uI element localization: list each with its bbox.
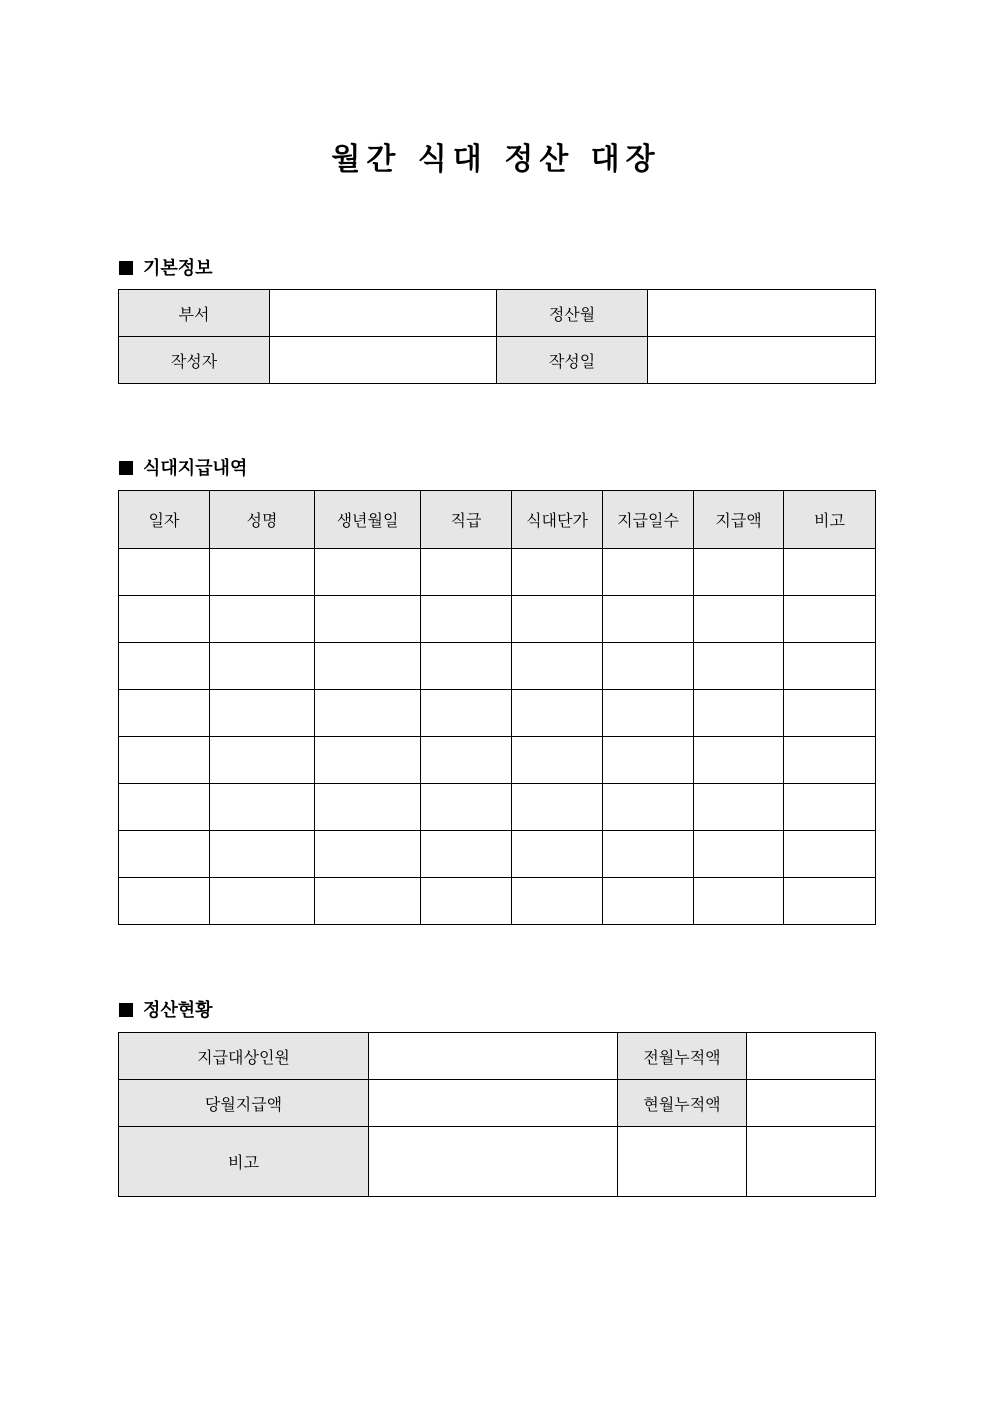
table-cell[interactable]: [784, 549, 876, 596]
column-header: 식대단가: [512, 491, 603, 549]
table-cell[interactable]: [603, 643, 694, 690]
table-cell[interactable]: [694, 831, 784, 878]
table-cell[interactable]: [315, 643, 421, 690]
table-cell[interactable]: [694, 878, 784, 925]
basic-info-table: [118, 289, 876, 384]
table-cell[interactable]: [512, 737, 603, 784]
table-row: [119, 831, 876, 878]
table-row: [119, 737, 876, 784]
table-cell[interactable]: [784, 596, 876, 643]
table-cell[interactable]: [784, 737, 876, 784]
meal-payments-heading-text: 식대지급내역: [143, 458, 248, 479]
curr-cumulative-label: 현월누적액: [618, 1080, 747, 1127]
table-cell[interactable]: [210, 596, 315, 643]
table-cell[interactable]: [694, 784, 784, 831]
table-cell[interactable]: [421, 878, 512, 925]
recipients-label: 지급대상인원: [119, 1033, 369, 1080]
prev-cumulative-field[interactable]: [747, 1033, 876, 1080]
column-header: 일자: [119, 491, 210, 549]
table-row: [119, 1033, 876, 1080]
table-cell[interactable]: [421, 737, 512, 784]
table-cell[interactable]: [210, 737, 315, 784]
table-cell[interactable]: [603, 549, 694, 596]
table-cell[interactable]: [119, 643, 210, 690]
table-row: [119, 549, 876, 596]
table-cell[interactable]: [421, 549, 512, 596]
table-cell[interactable]: [421, 596, 512, 643]
table-cell[interactable]: [315, 737, 421, 784]
table-cell[interactable]: [694, 596, 784, 643]
table-cell[interactable]: [315, 690, 421, 737]
table-cell[interactable]: [512, 643, 603, 690]
column-header: 직급: [421, 491, 512, 549]
square-bullet-icon: [119, 261, 133, 275]
table-cell[interactable]: [315, 549, 421, 596]
table-cell[interactable]: [603, 831, 694, 878]
table-cell[interactable]: [315, 831, 421, 878]
column-header: 지급액: [694, 491, 784, 549]
table-cell[interactable]: [315, 596, 421, 643]
table-cell[interactable]: [210, 878, 315, 925]
table-cell[interactable]: [603, 784, 694, 831]
table-cell[interactable]: [119, 784, 210, 831]
recipients-field[interactable]: [369, 1033, 618, 1080]
table-cell[interactable]: [119, 549, 210, 596]
table-cell[interactable]: [784, 643, 876, 690]
table-cell[interactable]: [315, 878, 421, 925]
table-cell[interactable]: [512, 784, 603, 831]
table-cell[interactable]: [784, 878, 876, 925]
author-label: 작성자: [119, 337, 270, 384]
author-field[interactable]: [270, 337, 497, 384]
settle-month-label: 정산월: [497, 290, 648, 337]
table-cell[interactable]: [210, 690, 315, 737]
table-cell[interactable]: [119, 878, 210, 925]
department-label: 부서: [119, 290, 270, 337]
table-cell[interactable]: [603, 596, 694, 643]
table-row: [119, 1127, 876, 1197]
table-row: [119, 337, 876, 384]
table-cell[interactable]: [694, 643, 784, 690]
table-cell[interactable]: [119, 831, 210, 878]
remarks-extra-field[interactable]: [747, 1127, 876, 1197]
table-row: [119, 596, 876, 643]
table-cell[interactable]: [512, 596, 603, 643]
settlement-heading: [119, 996, 213, 1022]
curr-cumulative-field[interactable]: [747, 1080, 876, 1127]
table-cell[interactable]: [210, 549, 315, 596]
department-field[interactable]: [270, 290, 497, 337]
table-row: [119, 290, 876, 337]
table-cell[interactable]: [784, 690, 876, 737]
table-cell[interactable]: [315, 784, 421, 831]
table-row: [119, 1080, 876, 1127]
square-bullet-icon: [119, 461, 133, 475]
month-paid-label: 당월지급액: [119, 1080, 369, 1127]
table-cell[interactable]: [512, 878, 603, 925]
table-cell[interactable]: [421, 784, 512, 831]
table-cell[interactable]: [603, 690, 694, 737]
table-cell[interactable]: [119, 737, 210, 784]
page-title: 월간 식대 정산 대장: [331, 142, 661, 177]
settlement-heading-text: 정산현황: [143, 1000, 213, 1021]
table-cell[interactable]: [119, 596, 210, 643]
table-row: [119, 690, 876, 737]
table-header-row: [119, 491, 876, 549]
column-header: 생년월일: [315, 491, 421, 549]
table-cell[interactable]: [421, 690, 512, 737]
basic-info-heading-text: 기본정보: [143, 258, 213, 279]
table-cell[interactable]: [603, 737, 694, 784]
settlement-table: [118, 1032, 876, 1197]
column-header: 성명: [210, 491, 315, 549]
table-cell[interactable]: [210, 831, 315, 878]
table-cell[interactable]: [512, 690, 603, 737]
table-cell[interactable]: [603, 878, 694, 925]
table-cell[interactable]: [421, 831, 512, 878]
table-row: [119, 784, 876, 831]
column-header: 비고: [784, 491, 876, 549]
table-cell[interactable]: [784, 784, 876, 831]
table-cell[interactable]: [694, 549, 784, 596]
square-bullet-icon: [119, 1003, 133, 1017]
month-paid-field[interactable]: [369, 1080, 618, 1127]
table-row: [119, 878, 876, 925]
table-cell[interactable]: [210, 784, 315, 831]
table-cell[interactable]: [119, 690, 210, 737]
table-cell[interactable]: [694, 690, 784, 737]
meal-payments-table: [118, 490, 876, 925]
remarks-extra-field[interactable]: [618, 1127, 747, 1197]
table-cell[interactable]: [210, 643, 315, 690]
date-written-field[interactable]: [648, 337, 876, 384]
table-cell[interactable]: [512, 831, 603, 878]
prev-cumulative-label: 전월누적액: [618, 1033, 747, 1080]
remarks-label: 비고: [119, 1127, 369, 1197]
date-written-label: 작성일: [497, 337, 648, 384]
column-header: 지급일수: [603, 491, 694, 549]
basic-info-heading: [119, 254, 213, 280]
table-row: [119, 643, 876, 690]
table-cell[interactable]: [694, 737, 784, 784]
remarks-field[interactable]: [369, 1127, 618, 1197]
table-cell[interactable]: [784, 831, 876, 878]
table-cell[interactable]: [421, 643, 512, 690]
settle-month-field[interactable]: [648, 290, 876, 337]
meal-payments-heading: [119, 454, 247, 480]
table-cell[interactable]: [512, 549, 603, 596]
